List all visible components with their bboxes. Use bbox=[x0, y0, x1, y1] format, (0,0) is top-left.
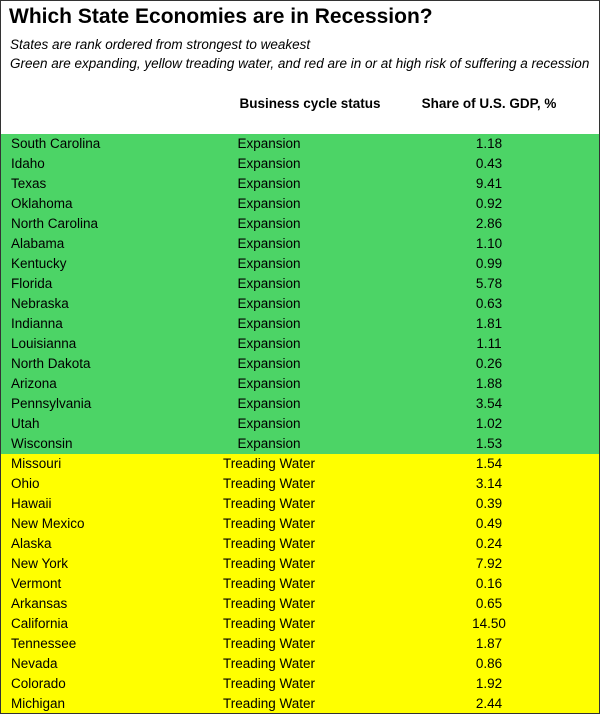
state-name-cell: California bbox=[11, 616, 69, 631]
table-row bbox=[1, 374, 599, 394]
table-row bbox=[1, 234, 599, 254]
state-name-cell: Pennsylvania bbox=[11, 396, 92, 411]
table-row bbox=[1, 354, 599, 374]
chart-title: Which State Economies are in Recession? bbox=[9, 5, 433, 28]
gdp-share-cell: 3.54 bbox=[475, 396, 503, 411]
table-row bbox=[1, 594, 599, 614]
column-header-gdp-share: Share of U.S. GDP, % bbox=[421, 96, 557, 111]
business-cycle-status-cell: Expansion bbox=[237, 356, 301, 371]
state-name-cell: New Mexico bbox=[11, 516, 85, 531]
table-row bbox=[1, 494, 599, 514]
table-row bbox=[1, 634, 599, 654]
business-cycle-status-cell: Treading Water bbox=[222, 676, 316, 691]
table-row bbox=[1, 274, 599, 294]
business-cycle-status-cell: Expansion bbox=[237, 276, 301, 291]
gdp-share-cell: 1.10 bbox=[475, 236, 503, 251]
state-name-cell: Hawaii bbox=[11, 496, 52, 511]
business-cycle-status-cell: Expansion bbox=[237, 436, 301, 451]
state-name-cell: Ohio bbox=[11, 476, 40, 491]
gdp-share-cell: 2.86 bbox=[475, 216, 503, 231]
business-cycle-status-cell: Expansion bbox=[237, 296, 301, 311]
business-cycle-status-cell: Treading Water bbox=[222, 536, 316, 551]
business-cycle-status-cell: Expansion bbox=[237, 236, 301, 251]
state-name-cell: Nevada bbox=[11, 656, 58, 671]
state-name-cell: North Carolina bbox=[11, 216, 99, 231]
state-name-cell: Texas bbox=[11, 176, 47, 191]
business-cycle-status-cell: Expansion bbox=[237, 196, 301, 211]
gdp-share-cell: 7.92 bbox=[475, 556, 503, 571]
gdp-share-cell: 0.26 bbox=[475, 356, 503, 371]
table-row bbox=[1, 214, 599, 234]
state-name-cell: Colorado bbox=[11, 676, 66, 691]
business-cycle-status-cell: Expansion bbox=[237, 176, 301, 191]
state-name-cell: Kentucky bbox=[11, 256, 67, 271]
business-cycle-status-cell: Expansion bbox=[237, 156, 301, 171]
gdp-share-cell: 1.92 bbox=[475, 676, 503, 691]
table-row bbox=[1, 474, 599, 494]
business-cycle-status-cell: Treading Water bbox=[222, 496, 316, 511]
gdp-share-cell: 0.99 bbox=[475, 256, 503, 271]
gdp-share-cell: 0.39 bbox=[475, 496, 503, 511]
gdp-share-cell: 0.24 bbox=[475, 536, 503, 551]
gdp-share-cell: 1.53 bbox=[475, 436, 503, 451]
table-row bbox=[1, 434, 599, 454]
gdp-share-cell: 1.88 bbox=[475, 376, 503, 391]
business-cycle-status-cell: Expansion bbox=[237, 416, 301, 431]
business-cycle-status-cell: Treading Water bbox=[222, 456, 316, 471]
chart-subtitle-color-legend: Green are expanding, yellow treading water, and red are in or at high risk of suffering a recession bbox=[10, 56, 590, 71]
state-table bbox=[1, 134, 599, 714]
table-row bbox=[1, 194, 599, 214]
gdp-share-cell: 0.92 bbox=[475, 196, 503, 211]
gdp-share-cell: 0.16 bbox=[475, 576, 503, 591]
table-row bbox=[1, 694, 599, 714]
state-name-cell: Michigan bbox=[11, 696, 66, 711]
state-name-cell: South Carolina bbox=[11, 136, 101, 151]
table-row bbox=[1, 294, 599, 314]
business-cycle-status-cell: Treading Water bbox=[222, 476, 316, 491]
business-cycle-status-cell: Treading Water bbox=[222, 576, 316, 591]
business-cycle-status-cell: Expansion bbox=[237, 336, 301, 351]
gdp-share-cell: 1.81 bbox=[475, 316, 503, 331]
table-row bbox=[1, 394, 599, 414]
business-cycle-status-cell: Treading Water bbox=[222, 696, 316, 711]
table-row bbox=[1, 154, 599, 174]
gdp-share-cell: 0.63 bbox=[475, 296, 503, 311]
business-cycle-status-cell: Treading Water bbox=[222, 556, 316, 571]
gdp-share-cell: 0.43 bbox=[475, 156, 503, 171]
table-row bbox=[1, 534, 599, 554]
gdp-share-cell: 1.54 bbox=[475, 456, 503, 471]
business-cycle-status-cell: Expansion bbox=[237, 396, 301, 411]
state-name-cell: Utah bbox=[11, 416, 40, 431]
state-name-cell: Arkansas bbox=[11, 596, 68, 611]
table-row bbox=[1, 514, 599, 534]
table-row bbox=[1, 414, 599, 434]
state-name-cell: Oklahoma bbox=[11, 196, 73, 211]
table-row bbox=[1, 314, 599, 334]
table-row bbox=[1, 254, 599, 274]
state-name-cell: Nebraska bbox=[11, 296, 69, 311]
table-row bbox=[1, 334, 599, 354]
business-cycle-status-cell: Expansion bbox=[237, 136, 301, 151]
gdp-share-cell: 1.87 bbox=[475, 636, 503, 651]
gdp-share-cell: 1.11 bbox=[476, 336, 502, 351]
state-name-cell: Louisianna bbox=[11, 336, 77, 351]
state-name-cell: Alaska bbox=[11, 536, 52, 551]
gdp-share-cell: 9.41 bbox=[475, 176, 503, 191]
table-row bbox=[1, 614, 599, 634]
state-name-cell: Idaho bbox=[11, 156, 45, 171]
business-cycle-status-cell: Expansion bbox=[237, 256, 301, 271]
state-name-cell: Alabama bbox=[11, 236, 65, 251]
gdp-share-cell: 14.50 bbox=[472, 616, 506, 631]
gdp-share-cell: 1.18 bbox=[475, 136, 503, 151]
state-name-cell: Arizona bbox=[11, 376, 57, 391]
business-cycle-status-cell: Treading Water bbox=[222, 656, 316, 671]
chart-subtitle-rank-note: States are rank ordered from strongest to weakest bbox=[10, 37, 311, 52]
business-cycle-status-cell: Treading Water bbox=[222, 516, 316, 531]
state-name-cell: New York bbox=[11, 556, 69, 571]
state-name-cell: North Dakota bbox=[11, 356, 91, 371]
business-cycle-status-cell: Expansion bbox=[237, 316, 301, 331]
state-name-cell: Wisconsin bbox=[11, 436, 73, 451]
business-cycle-status-cell: Expansion bbox=[237, 376, 301, 391]
gdp-share-cell: 0.49 bbox=[475, 516, 503, 531]
business-cycle-status-cell: Treading Water bbox=[222, 616, 316, 631]
business-cycle-status-cell: Expansion bbox=[237, 216, 301, 231]
gdp-share-cell: 3.14 bbox=[475, 476, 503, 491]
gdp-share-cell: 5.78 bbox=[475, 276, 503, 291]
gdp-share-cell: 1.02 bbox=[475, 416, 503, 431]
table-row bbox=[1, 174, 599, 194]
table-row bbox=[1, 454, 599, 474]
table-row bbox=[1, 674, 599, 694]
table-row bbox=[1, 574, 599, 594]
gdp-share-cell: 2.44 bbox=[475, 696, 503, 711]
state-name-cell: Missouri bbox=[11, 456, 62, 471]
table-row bbox=[1, 654, 599, 674]
gdp-share-cell: 0.86 bbox=[475, 656, 503, 671]
gdp-share-cell: 0.65 bbox=[475, 596, 503, 611]
business-cycle-status-cell: Treading Water bbox=[222, 596, 316, 611]
state-name-cell: Florida bbox=[11, 276, 53, 291]
table-row bbox=[1, 554, 599, 574]
state-name-cell: Tennessee bbox=[11, 636, 77, 651]
table-row bbox=[1, 134, 599, 154]
state-name-cell: Indianna bbox=[11, 316, 63, 331]
state-name-cell: Vermont bbox=[11, 576, 62, 591]
column-header-business-cycle-status: Business cycle status bbox=[239, 96, 381, 111]
business-cycle-status-cell: Treading Water bbox=[222, 636, 316, 651]
